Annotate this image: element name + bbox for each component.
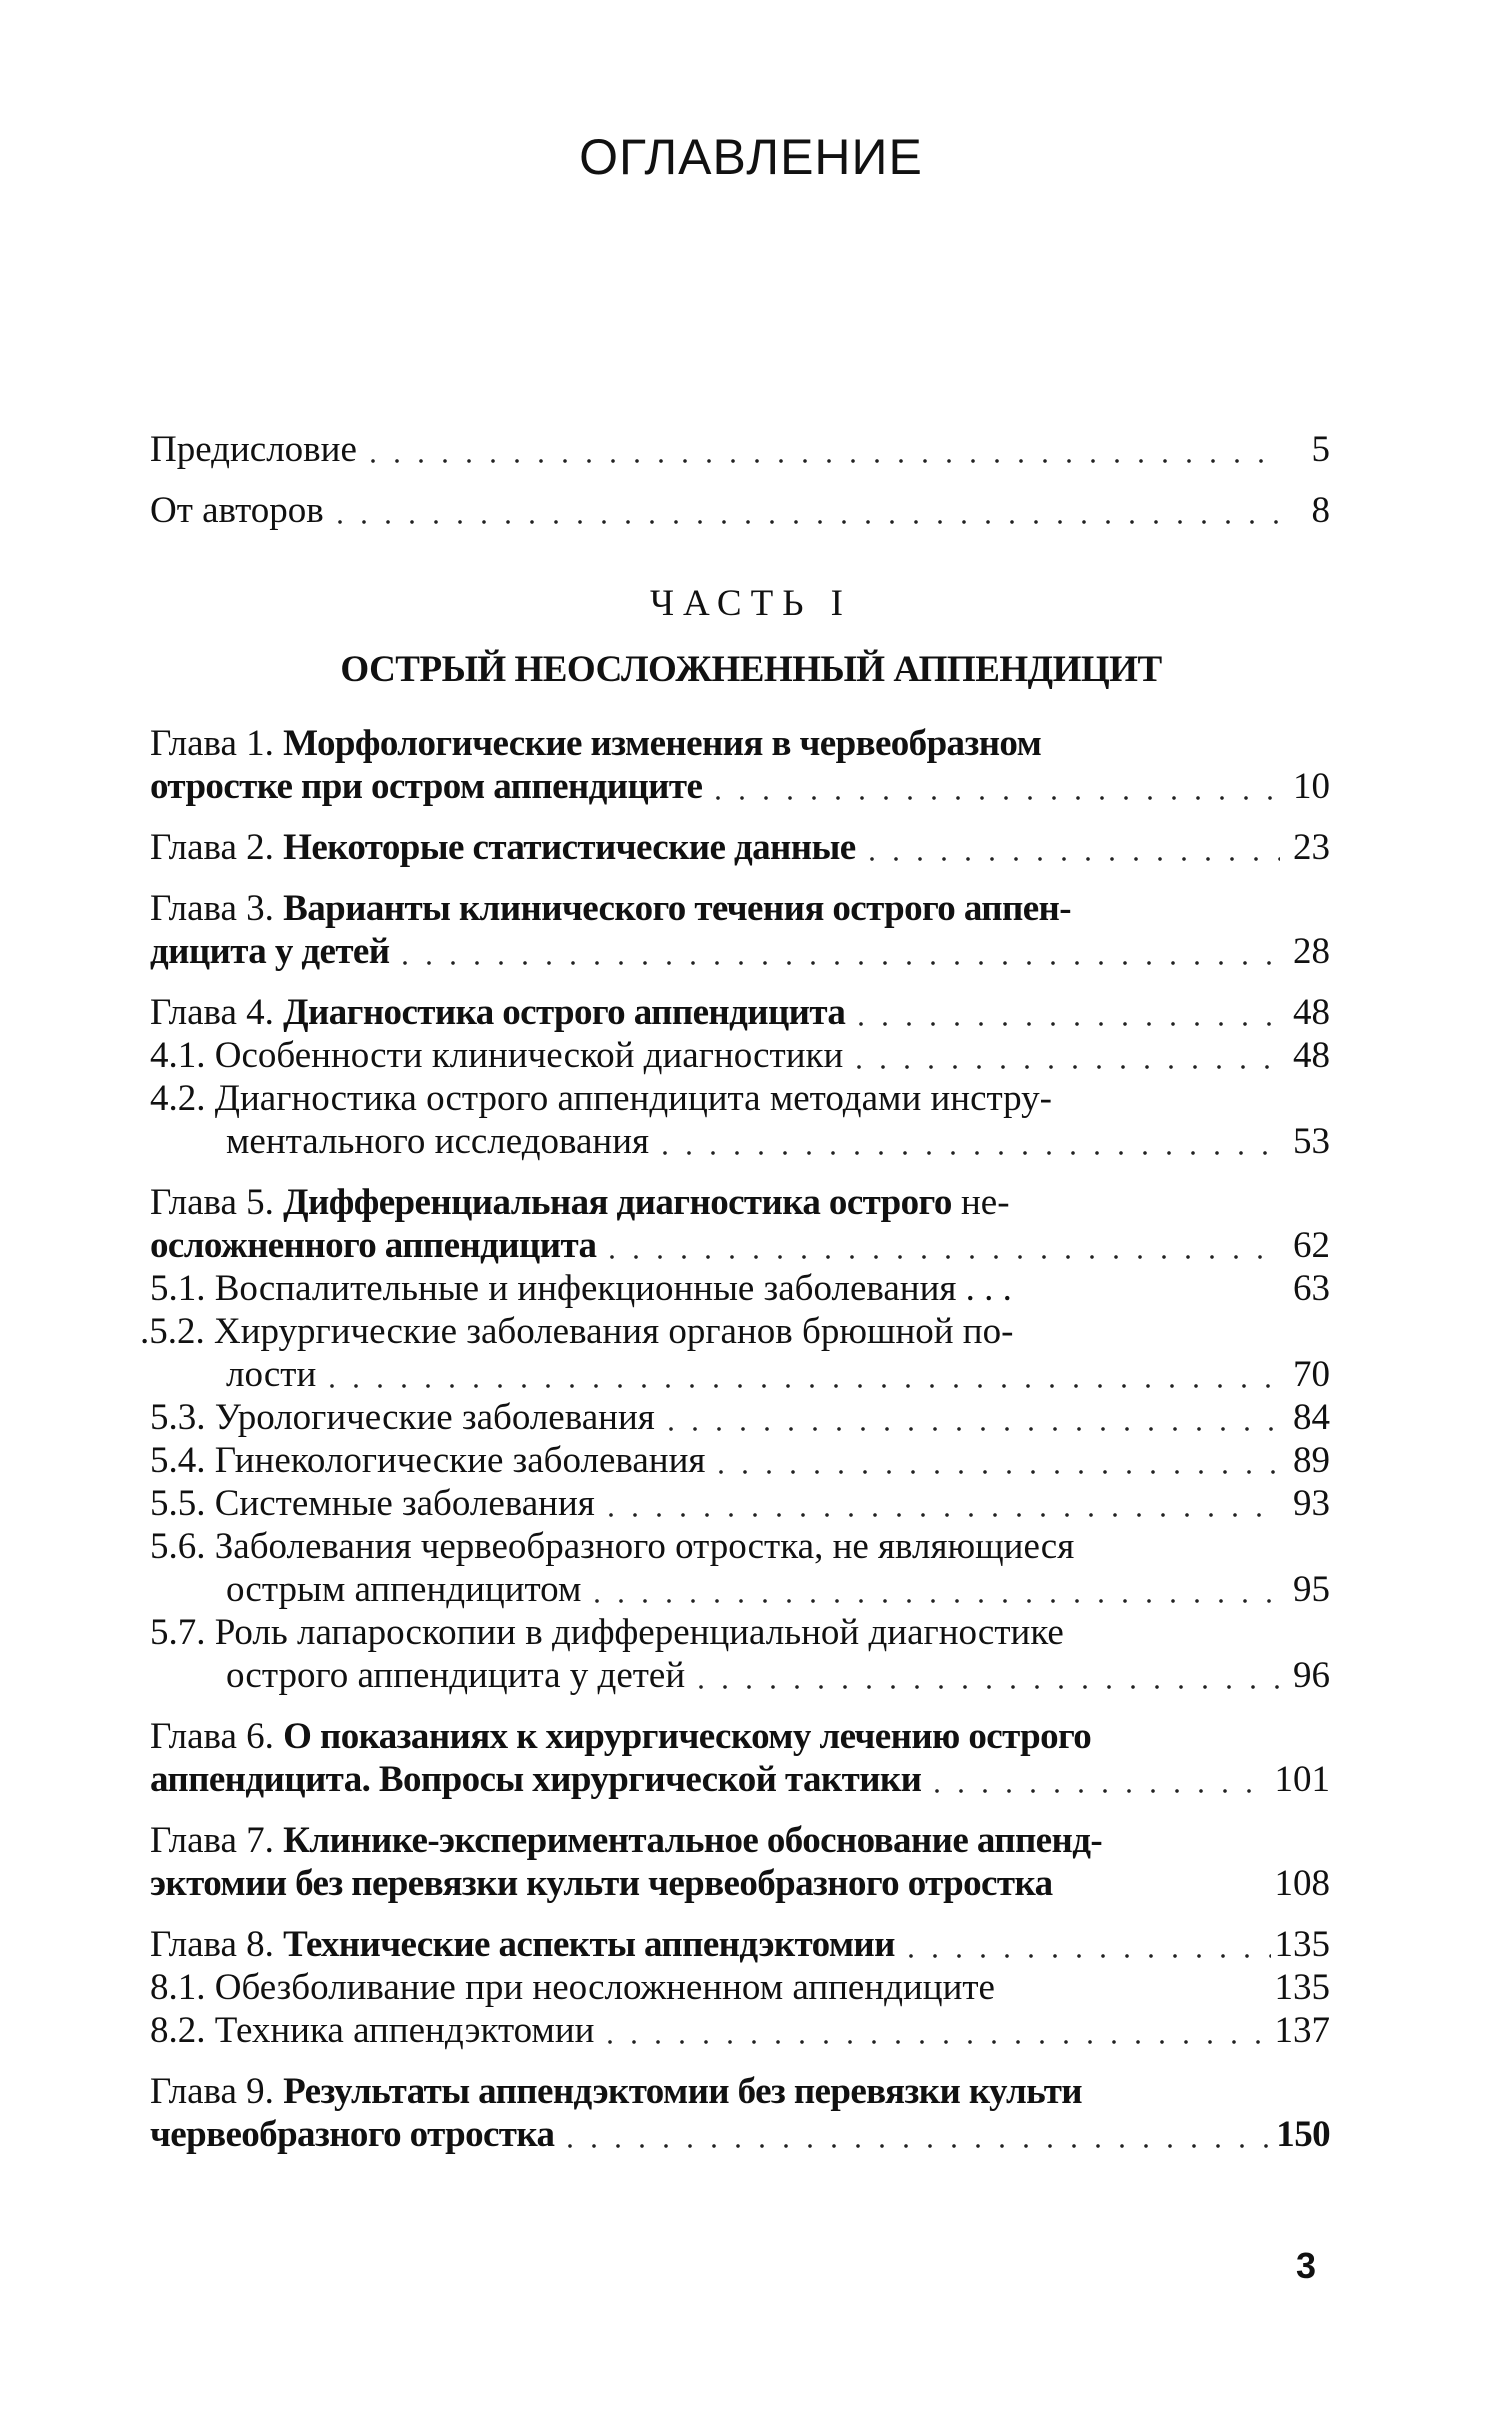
leader-dots bbox=[328, 506, 1280, 526]
section-label-cont: острого аппендицита у детей bbox=[226, 1655, 686, 1696]
leader-dots bbox=[598, 2026, 1270, 2046]
entry-page: 150 bbox=[1276, 2114, 1330, 2155]
chapter-prefix: Глава 5. bbox=[150, 1182, 274, 1223]
section-label: 4.2. Диагностика острого аппендицита методами инстру- bbox=[150, 1078, 1052, 1119]
toc-entry-section-8-1[interactable] bbox=[150, 1966, 1330, 2009]
chapter-title-rest: не- bbox=[951, 1182, 1010, 1223]
section-label-cont: лости bbox=[226, 1354, 317, 1395]
toc-entry-section-5-2[interactable] bbox=[140, 1310, 1330, 1396]
leader-dots bbox=[599, 1499, 1280, 1519]
part-number: ЧАСТЬ I bbox=[649, 583, 853, 624]
chapter-prefix: Глава 3. bbox=[150, 888, 274, 929]
entry-page: 101 bbox=[1274, 1759, 1330, 1800]
section-label: 4.1. Особенности клинической диагностики bbox=[150, 1035, 844, 1076]
chapter-title: Технические аспекты аппендэктомии bbox=[283, 1924, 895, 1965]
toc-entry-section-5-3[interactable] bbox=[150, 1396, 1330, 1439]
chapter-title: Клинике-экспериментальное обоснование аппенд- bbox=[283, 1820, 1103, 1861]
entry-page: 63 bbox=[1293, 1268, 1330, 1309]
entry-page: 108 bbox=[1274, 1863, 1330, 1904]
page-number: 3 bbox=[1296, 2245, 1317, 2286]
toc-entry-chapter-7[interactable] bbox=[150, 1819, 1330, 1905]
chapter-title: Результаты аппендэктомии без перевязки культи bbox=[283, 2071, 1083, 2112]
chapter-prefix: Глава 4. bbox=[150, 992, 274, 1033]
entry-page: 70 bbox=[1293, 1354, 1330, 1395]
entry-page: 28 bbox=[1293, 931, 1330, 972]
chapter-prefix: Глава 9. bbox=[150, 2071, 274, 2112]
leader-dots bbox=[847, 1051, 1280, 1071]
toc-entry-from-authors[interactable] bbox=[150, 489, 1330, 532]
entry-page: 48 bbox=[1293, 1035, 1330, 1076]
chapter-prefix: Глава 8. bbox=[150, 1924, 274, 1965]
chapter-prefix: Глава 7. bbox=[150, 1820, 274, 1861]
toc-entry-section-8-2[interactable] bbox=[150, 2009, 1330, 2052]
entry-page: 89 bbox=[1293, 1440, 1330, 1481]
chapter-title: Варианты клинического течения острого аппен- bbox=[283, 888, 1071, 929]
section-label: 8.1. Обезболивание при неосложненном аппендиците bbox=[150, 1967, 995, 2008]
entry-page: 135 bbox=[1274, 1924, 1330, 1965]
section-label-cont: острым аппендицитом bbox=[226, 1569, 582, 1610]
toc-main bbox=[140, 722, 1330, 2156]
toc-entry-section-5-5[interactable] bbox=[150, 1482, 1330, 1525]
section-label: .5.2. Хирургические заболевания органов брюшной по- bbox=[140, 1311, 1014, 1352]
part-title: ОСТРЫЙ НЕОСЛОЖНЕННЫЙ АППЕНДИЦИТ bbox=[340, 649, 1162, 690]
section-label: 8.2. Техника аппендэктомии bbox=[150, 2010, 595, 2051]
chapter-title-cont: дицита у детей bbox=[150, 931, 390, 972]
chapter-prefix: Глава 2. bbox=[150, 827, 274, 868]
chapter-title-cont: отростке при остром аппендиците bbox=[150, 766, 703, 807]
section-label: 5.7. Роль лапароскопии в дифференциальной диагностике bbox=[150, 1612, 1064, 1653]
entry-page: 96 bbox=[1293, 1655, 1330, 1696]
leader-dots bbox=[558, 2130, 1272, 2150]
leader-dots bbox=[393, 947, 1280, 967]
chapter-title: Некоторые статистические данные bbox=[283, 827, 856, 868]
toc-entry-chapter-5[interactable] bbox=[150, 1181, 1330, 1267]
toc-entry-chapter-3[interactable] bbox=[150, 887, 1330, 973]
entry-page: 5 bbox=[1311, 429, 1330, 470]
entry-page: 84 bbox=[1293, 1397, 1330, 1438]
leader-dots bbox=[659, 1413, 1280, 1433]
entry-page: 8 bbox=[1311, 490, 1330, 531]
entry-page: 62 bbox=[1293, 1225, 1330, 1266]
toc-entry-chapter-4[interactable] bbox=[150, 991, 1330, 1034]
toc-entry-section-4-1[interactable] bbox=[150, 1034, 1330, 1077]
leader-dots bbox=[653, 1137, 1280, 1157]
leader-dots bbox=[860, 843, 1280, 863]
toc-entry-chapter-9[interactable] bbox=[150, 2070, 1330, 2156]
section-label: 5.1. Воспалительные и инфекционные заболевания . . . bbox=[150, 1268, 1012, 1309]
leader-dots bbox=[600, 1241, 1280, 1261]
chapter-title: Диагностика острого аппендицита bbox=[283, 992, 846, 1033]
entry-page: 10 bbox=[1293, 766, 1330, 807]
toc-entry-section-5-1[interactable] bbox=[150, 1267, 1330, 1310]
chapter-title-cont: червеобразного отростка bbox=[150, 2114, 555, 2155]
entry-page: 93 bbox=[1293, 1483, 1330, 1524]
chapter-title-cont: эктомии без перевязки культи червеобразного отростка bbox=[150, 1863, 1053, 1904]
entry-label: От авторов bbox=[150, 490, 324, 531]
chapter-prefix: Глава 6. bbox=[150, 1716, 274, 1757]
chapter-title: Дифференциальная диагностика острого bbox=[283, 1182, 952, 1223]
leader-dots bbox=[320, 1370, 1280, 1390]
chapter-title: Морфологические изменения в червеобразном bbox=[283, 723, 1042, 764]
toc-entry-chapter-6[interactable] bbox=[150, 1715, 1330, 1801]
entry-page: 95 bbox=[1293, 1569, 1330, 1610]
toc-entry-section-5-7[interactable] bbox=[150, 1611, 1330, 1697]
leader-dots bbox=[689, 1671, 1280, 1691]
leader-dots bbox=[361, 445, 1280, 465]
section-label: 5.3. Урологические заболевания bbox=[150, 1397, 655, 1438]
toc-entry-chapter-2[interactable] bbox=[150, 826, 1330, 869]
entry-page: 53 bbox=[1293, 1121, 1330, 1162]
entry-page: 135 bbox=[1274, 1967, 1330, 2008]
section-label: 5.4. Гинекологические заболевания bbox=[150, 1440, 706, 1481]
toc-entry-section-5-4[interactable] bbox=[150, 1439, 1330, 1482]
section-label-cont: ментального исследования bbox=[226, 1121, 650, 1162]
toc-entry-chapter-8[interactable] bbox=[150, 1923, 1330, 1966]
chapter-title-cont: осложненного аппендицита bbox=[150, 1225, 597, 1266]
page-title: ОГЛАВЛЕНИЕ bbox=[579, 129, 923, 185]
leader-dots bbox=[925, 1775, 1270, 1795]
entry-label: Предисловие bbox=[150, 429, 357, 470]
toc-entry-section-5-6[interactable] bbox=[150, 1525, 1330, 1611]
toc-front bbox=[150, 428, 1330, 532]
entry-page: 48 bbox=[1293, 992, 1330, 1033]
section-label: 5.6. Заболевания червеобразного отростка, не являющиеся bbox=[150, 1526, 1075, 1567]
leader-dots bbox=[706, 782, 1280, 802]
entry-page: 23 bbox=[1293, 827, 1330, 868]
entry-page: 137 bbox=[1274, 2010, 1330, 2051]
toc-entry-preface[interactable] bbox=[150, 428, 1330, 471]
toc-entry-chapter-1[interactable] bbox=[150, 722, 1330, 808]
section-label: 5.5. Системные заболевания bbox=[150, 1483, 595, 1524]
chapter-title-cont: аппендицита. Вопросы хирургической тактики bbox=[150, 1759, 922, 1800]
leader-dots bbox=[585, 1585, 1280, 1605]
chapter-prefix: Глава 1. bbox=[150, 723, 274, 764]
leader-dots bbox=[849, 1008, 1280, 1028]
toc-entry-section-4-2[interactable] bbox=[150, 1077, 1330, 1163]
leader-dots bbox=[709, 1456, 1280, 1476]
chapter-title: О показаниях к хирургическому лечению острого bbox=[283, 1716, 1092, 1757]
leader-dots bbox=[899, 1940, 1271, 1960]
